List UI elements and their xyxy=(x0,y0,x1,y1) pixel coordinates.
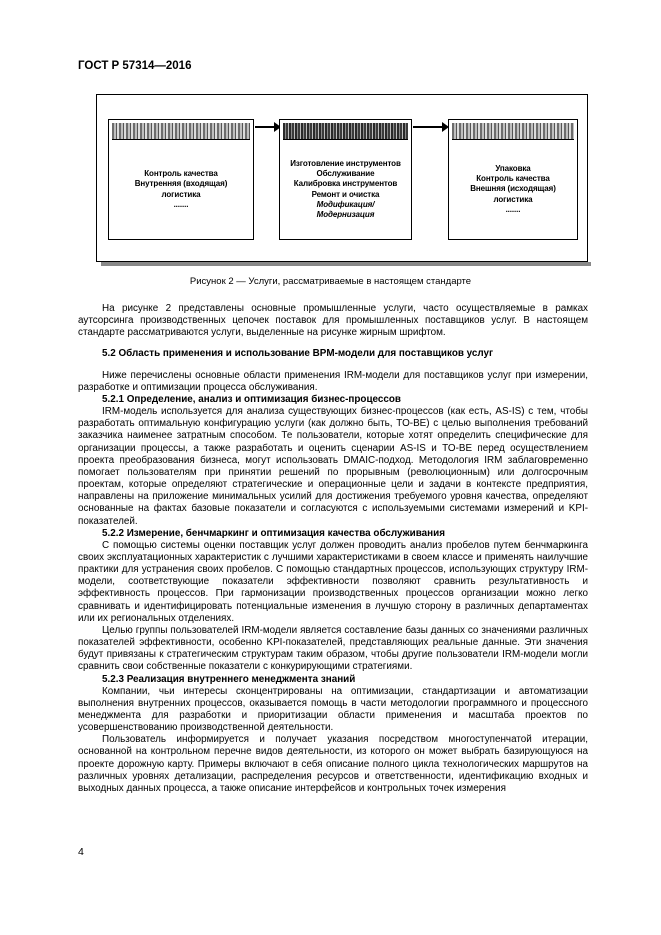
paragraph: Компании, чьи интересы сконцентрированы на оптимизации, стандартизации и автоматизации выполнения внутренних процессов, оказывается помощь в части методологии программного и процессного менеджмента для разработки и приоритизации области применения и масштаба проектов по усовершенствованию производственной деятельности. xyxy=(78,685,588,734)
box-line: Ремонт и очистка xyxy=(311,189,380,199)
flow-arrow-1 xyxy=(255,126,275,128)
paragraph: С помощью системы оценки поставщик услуг должен проводить анализ пробелов путем бенчмаркинга своих эксплуатационных характеристик с лучшими характеристиками в своем классе и применять наилучшие практики для устранения своих пробелов. С помощью стандартных процессов, использующих структуру IRM-модели, соответствующие показатели эффективности позволяют сравнить результативность и эффективность процессов. При гармонизации производственных процессов организации можно легко сравнивать и идентифицировать потенциальные изменения в лучшую сторону в различных департаментах или их региональных отделениях. xyxy=(78,539,588,624)
paragraph: Целью группы пользователей IRM-модели является составление базы данных со значениями различных показателей эффективности, особенно KPI-показателей, представляющих реальные данные. Эти значения будут привязаны к стратегическим структурам таким образом, чтобы другие пользователи IRM-модели могли сравнить свои собственные показатели с конкурирующими стратегиями. xyxy=(78,624,588,673)
figure-caption: Рисунок 2 — Услуги, рассматриваемые в настоящем стандарте xyxy=(189,276,472,287)
figure-box-incoming xyxy=(108,119,254,240)
box-line: Обслуживание xyxy=(316,168,375,178)
box-line: Контроль качества xyxy=(476,174,550,184)
box-line: Калибровка инструментов xyxy=(293,179,398,189)
paragraph: IRM-модель используется для анализа существующих бизнес-процессов (как есть, AS-IS) с тем, чтобы разработать оптимальную конфигурацию услуги (как должно быть, TO-BE) с целью выполнения требований заказчика наименее затратным способом. Те пользователи, которые хотят определить специфические для организации процессы, а также разработать и оценить сценарии AS-IS и TO-BE перед осуществлением проекта преобразования бизнеса, могут использовать DMAIC-подход. Методология IRM заблаговременно помогает пользователям при принятии решений по прорывным (революционным) или долгосрочным проектам, которые определяют стратегические и операционные цели и задачи в контексте предприятия, направлены на приложение минимальных усилий для достижения требуемого уровня качества, определяют основанные на фактах базовые показатели и согласуются с используемыми системами измерений и KPI-показателей. xyxy=(78,406,588,527)
figure-shadow xyxy=(101,262,591,266)
box-line: Упаковка xyxy=(495,163,531,173)
box-line: логистика xyxy=(161,189,201,199)
body-text xyxy=(78,303,588,795)
box-header-bar xyxy=(283,123,408,140)
box-line: Контроль качества xyxy=(144,168,218,178)
paragraph: Пользователь информируется и получает указания посредством многоступенчатой итерации, основанной на контрольном перечне видов деятельности, из которого он может выбрать базирующуюся на проекте дорожную карту. Примеры включают в себя описание полного цикла технологических маршрутов на различных уровнях детализации, распределения ресурсов и ответственности, идентификацию входных и выходных данных процесса, а также описание интерфейсов и контрольных точек измерения xyxy=(78,734,588,794)
section-heading-5-2: 5.2 Область применения и использование BPM-модели для поставщиков услуг xyxy=(102,348,494,360)
services-figure xyxy=(96,94,588,262)
subsection-heading-5-2-2: 5.2.2 Измерение, бенчмаркинг и оптимизация качества обслуживания xyxy=(102,527,445,539)
box-line: Модификация/ xyxy=(316,199,375,209)
box-line: Внешняя (исходящая) xyxy=(470,184,556,194)
box-header-bar xyxy=(452,123,574,140)
paragraph: Ниже перечислены основные области применения IRM-модели для поставщиков услуг при измерении, разработке и оптимизации процесса обслуживания. xyxy=(78,369,588,393)
box-header-bar xyxy=(112,123,250,140)
paragraph: На рисунке 2 представлены основные промышленные услуги, часто осуществляемые в рамках аутсорсинга производственных цепочек поставок для промышленных поставщиков услуг. В настоящем стандарте рассматриваются услуги, выделенные на рисунке жирным шрифтом. xyxy=(78,303,588,339)
box-line: Изготовление инструментов xyxy=(290,158,401,168)
box-line: ....... xyxy=(505,204,521,214)
box-body xyxy=(280,144,411,235)
figure-box-outgoing xyxy=(448,119,578,240)
box-line: Внутренняя (входящая) xyxy=(134,179,228,189)
subsection-heading-5-2-1: 5.2.1 Определение, анализ и оптимизация бизнес-процессов xyxy=(102,393,401,405)
subsection-heading-5-2-3: 5.2.3 Реализация внутреннего менеджмента знаний xyxy=(102,673,356,685)
box-line: логистика xyxy=(493,194,533,204)
box-body xyxy=(449,144,577,235)
box-line: ....... xyxy=(173,199,189,209)
box-body xyxy=(109,144,253,235)
box-line: Модернизация xyxy=(316,210,375,220)
document-header: ГОСТ Р 57314—2016 xyxy=(78,60,192,72)
figure-box-manufacturing xyxy=(279,119,412,240)
page-number: 4 xyxy=(78,846,84,858)
flow-arrow-2 xyxy=(413,126,443,128)
